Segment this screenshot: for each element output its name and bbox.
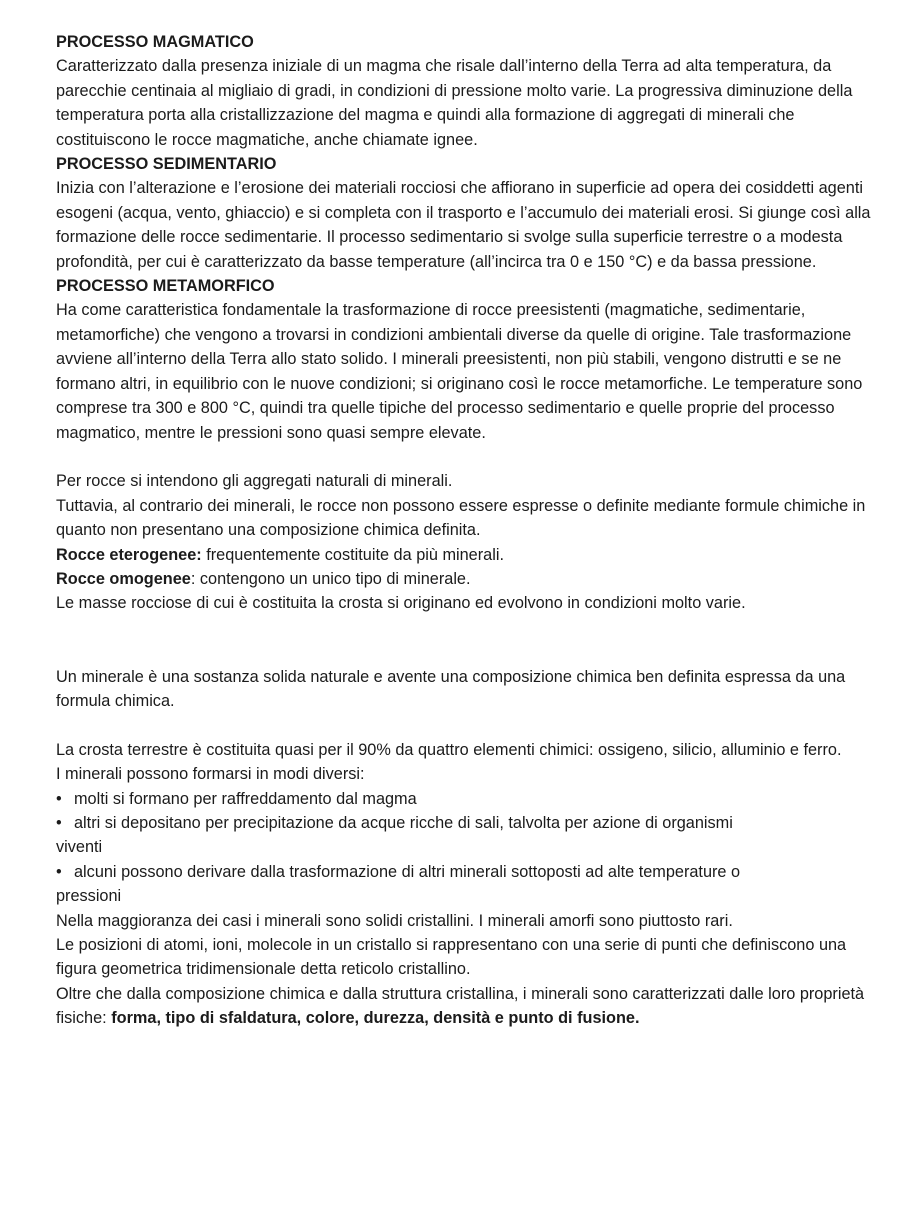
properties-text: Oltre che dalla composizione chimica e dalla struttura cristallina, i minerali sono caratterizzati dalle loro proprietà fisiche: bbox=[56, 984, 865, 1028]
rocks-formula-note: Tuttavia, al contrario dei minerali, le rocce non possono essere espresse o definite mediante formule chimiche in quanto non presentano una composizione chimica definita. bbox=[56, 496, 866, 540]
magmatic-heading: PROCESSO MAGMATICO bbox=[56, 33, 254, 51]
rocks-heterogeneous bbox=[56, 543, 876, 567]
properties-note bbox=[56, 982, 876, 1031]
formation-item bbox=[56, 787, 876, 811]
formation-item bbox=[56, 811, 876, 860]
properties-list: forma, tipo di sfaldatura, colore, durezza, densità e punto di fusione. bbox=[111, 1009, 640, 1028]
rocks-definition: Per rocce si intendono gli aggregati naturali di minerali. bbox=[56, 472, 453, 491]
formation-item-continuation: viventi bbox=[56, 838, 103, 857]
homogeneous-label: Rocce omogenee bbox=[56, 569, 191, 588]
heterogeneous-text: frequentemente costituite da più minerali. bbox=[201, 545, 504, 564]
sedimentary-paragraph: Inizia con l’alterazione e l’erosione dei materiali rocciosi che affiorano in superficie ad opera dei cosiddetti agenti esogeni (acqua, vento, ghiaccio) e si completa con il trasporto e l’accumulo dei materiali erosi. Si giunge così alla formazione delle rocce sedimentarie. Il processo sedimentario si svolge sulla superficie terrestre o a modesta profondità, per cui è caratterizzato da basse temperature (all’incirca tra 0 e 150 °C) e da bassa pressione. bbox=[56, 179, 871, 271]
magmatic-paragraph: Caratterizzato dalla presenza iniziale di un magma che risale dall’interno della Terra ad alta temperatura, da parecchie centinaia al migliaio di gradi, in condizioni di pressione molto varie. La progressiva diminuzione della temperatura porta alla cristallizzazione del magma e quindi alla formazione di aggregati di minerali che costituiscono le rocce magmatiche, anche chiamate ignee. bbox=[56, 57, 853, 149]
crystalline-note: Nella maggioranza dei casi i minerali sono solidi cristallini. I minerali amorfi sono piuttosto rari. bbox=[56, 911, 733, 930]
formation-item bbox=[56, 860, 876, 909]
mineral-definition: Un minerale è una sostanza solida naturale e avente una composizione chimica ben definita espressa da una formula chimica. bbox=[56, 667, 846, 710]
metamorphic-heading: PROCESSO METAMORFICO bbox=[56, 277, 275, 296]
formation-item-text: alcuni possono derivare dalla trasformazione di altri minerali sottoposti ad alte temperature o bbox=[74, 862, 741, 881]
rocks-crust-note: Le masse rocciose di cui è costituita la crosta si originano ed evolvono in condizioni molto varie. bbox=[56, 594, 746, 613]
document-page bbox=[56, 30, 876, 1031]
homogeneous-text: : contengono un unico tipo di minerale. bbox=[190, 569, 471, 588]
lattice-note: Le posizioni di atomi, ioni, molecole in un cristallo si rappresentano con una serie di punti che definiscono una figura geometrica tridimensionale detta reticolo cristallino. bbox=[56, 935, 847, 979]
sedimentary-heading: PROCESSO SEDIMENTARIO bbox=[56, 155, 277, 174]
heterogeneous-label: Rocce eterogenee: bbox=[56, 545, 202, 564]
formation-item-text: molti si formano per raffreddamento dal magma bbox=[74, 789, 417, 808]
formation-item-continuation: pressioni bbox=[56, 887, 122, 906]
metamorphic-paragraph: Ha come caratteristica fondamentale la trasformazione di rocce preesistenti (magmatiche, sedimentarie, metamorfiche) che vengono a trovarsi in condizioni ambientali diverse da quelle di origine. Tale trasformazione avviene all’interno della Terra allo stato solido. I minerali preesistenti, non più stabili, vengono distrutti e se ne formano altri, in equilibrio con le nuove condizioni; si originano così le rocce metamorfiche. Le temperature sono comprese tra 300 e 800 °C, quindi tra quelle tipiche del processo sedimentario e quelle proprie del processo magmatico, mentre le pressioni sono quasi sempre elevate. bbox=[56, 301, 863, 442]
formation-intro: I minerali possono formarsi in modi diversi: bbox=[56, 765, 365, 784]
crust-composition: La crosta terrestre è costituita quasi per il 90% da quattro elementi chimici: ossigeno, silicio, alluminio e ferro. bbox=[56, 740, 842, 759]
rocks-homogeneous bbox=[56, 567, 876, 591]
formation-item-text: altri si depositano per precipitazione da acque ricche di sali, talvolta per azione di organismi bbox=[74, 813, 733, 832]
